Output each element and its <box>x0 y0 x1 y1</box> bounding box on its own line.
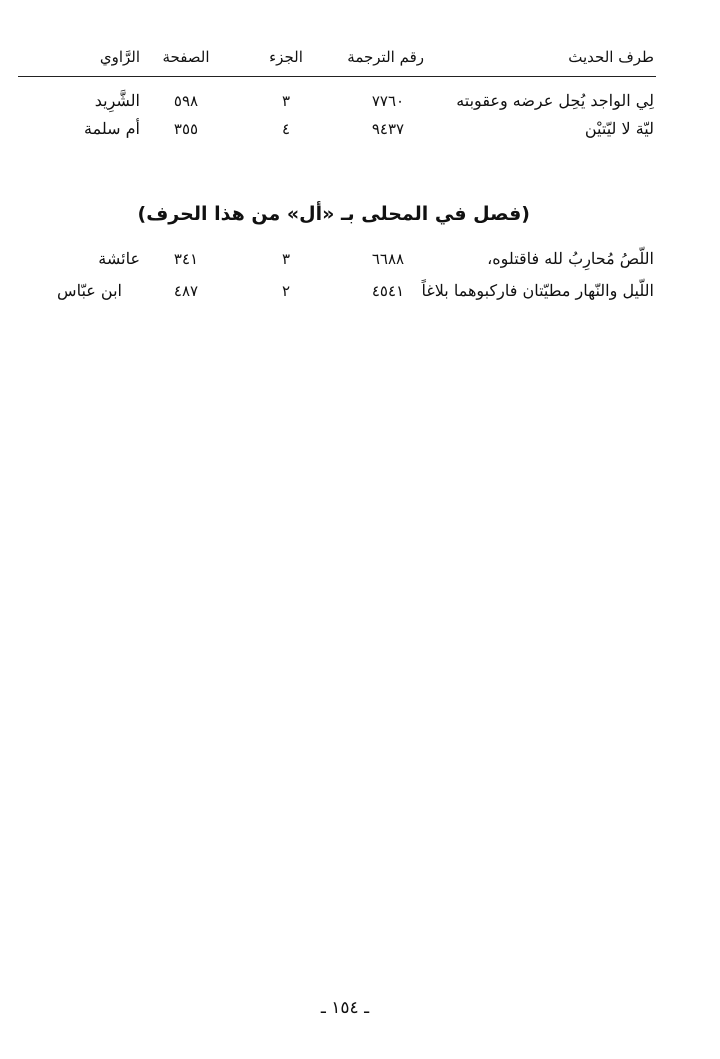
juz-number: ٣ <box>281 250 291 268</box>
header-hadith: طرف الحديث <box>568 48 654 66</box>
narrator: عائشة <box>98 249 140 268</box>
table-row <box>0 88 720 114</box>
table-row <box>0 278 720 304</box>
page-ref: ٣٤١ <box>173 250 199 268</box>
header-divider <box>18 76 656 77</box>
tarjama-number: ٤٥٤١ <box>371 282 405 300</box>
page-ref: ٥٩٨ <box>173 92 199 110</box>
tarjama-number: ٩٤٣٧ <box>371 120 405 138</box>
hadith-text: اللّيل والنّهار مطيّتان فاركبوهما بلاغاً <box>421 281 654 300</box>
table-row <box>0 246 720 272</box>
page-ref: ٤٨٧ <box>173 282 199 300</box>
juz-number: ٤ <box>281 120 291 138</box>
header-juz: الجزء <box>269 48 303 66</box>
narrator: الشَّرِيد <box>94 91 140 110</box>
narrator: ابن عبّاس <box>57 281 122 300</box>
section-title: (فصل في المحلى بـ «أل» من هذا الحرف) <box>137 203 530 225</box>
header-rawi: الرَّاوي <box>99 48 140 66</box>
juz-number: ٣ <box>281 92 291 110</box>
header-safha: الصفحة <box>162 48 210 66</box>
table-row <box>0 116 720 142</box>
table-header <box>0 44 720 70</box>
tarjama-number: ٦٦٨٨ <box>371 250 405 268</box>
hadith-text: لِي الواجد يُحِل عرضه وعقوبته <box>456 91 654 110</box>
tarjama-number: ٧٧٦٠ <box>371 92 405 110</box>
juz-number: ٢ <box>281 282 291 300</box>
hadith-text: ليّة لا ليّتيْن <box>584 119 654 138</box>
narrator: أم سلمة <box>84 119 140 138</box>
header-tarjama: رقم الترجمة <box>347 48 424 66</box>
hadith-text: اللّصُ مُحارِبُ لله فاقتلوه، <box>487 249 654 268</box>
page-number: ـ ١٥٤ ـ <box>320 998 370 1018</box>
page-ref: ٣٥٥ <box>173 120 199 138</box>
